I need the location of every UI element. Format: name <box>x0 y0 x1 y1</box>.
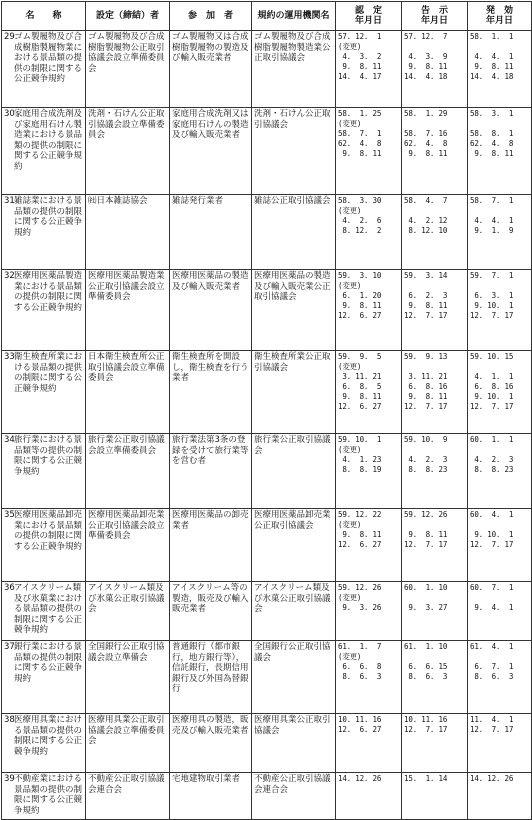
regulation-name-cell <box>2 195 86 270</box>
row-number: 29 <box>4 32 15 42</box>
approval-date-cell: 59. 10. 1 (変更) 4. 1. 23 8. 8. 19 <box>336 434 402 509</box>
regulation-name-cell <box>2 351 86 434</box>
header-operating-body: 規約の運用機関名 <box>252 2 336 31</box>
table-row <box>2 270 532 351</box>
established-by-cell: 医療用医薬品卸売業公正取引協議会設立準備委員会 <box>86 509 170 582</box>
approval-date-cell: 59. 3. 10 (変更) 6. 1. 20 9. 8. 11 12. 6. 27 <box>336 270 402 351</box>
header-participants: 参 加 者 <box>170 2 252 31</box>
regulation-name-cell <box>2 108 86 195</box>
participants-cell: 普通銀行（都市銀行，地方銀行等），信託銀行，長期信用銀行及び外国為替銀行 <box>170 641 252 714</box>
operating-body-cell: アイスクリーム類及び氷菓公正取引協議会 <box>252 582 336 641</box>
effective-date-cell: 61. 4. 1 6. 7. 1 8. 6. 3 <box>468 641 532 714</box>
row-number: 37 <box>4 642 15 652</box>
participants-cell: ゴム製履物又は合成樹脂製履物の製造及び輸入販売業者 <box>170 31 252 108</box>
regulation-name-cell <box>2 270 86 351</box>
notice-date-cell: 59. 12. 26 9. 8. 11 12. 7. 17 <box>402 509 468 582</box>
regulation-name: 医療用医薬品卸売業における景品類の提供の制限に関する公正競争規約 <box>14 510 83 552</box>
participants-cell: アイスクリーム等の製造，販売及び輸入販売業者 <box>170 582 252 641</box>
regulations-table <box>1 1 532 820</box>
table-row <box>2 509 532 582</box>
operating-body-cell: 全国銀行公正取引協議会 <box>252 641 336 714</box>
notice-date-cell: 58. 1. 29 58. 7. 16 62. 4. 8 9. 8. 11 <box>402 108 468 195</box>
table-row <box>2 434 532 509</box>
row-number: 38 <box>4 715 15 725</box>
regulation-name: 衛生検査所業における景品類の提供の制限に関する公正競争規約 <box>14 352 83 394</box>
notice-date-cell: 60. 1. 10 9. 3. 27 <box>402 582 468 641</box>
regulation-name: 医療用医薬品製造業における景品類の提供の制限に関する公正競争規約 <box>14 271 83 313</box>
established-by-cell: ゴム製履物及び合成樹脂製履物公正取引協議会設立準備委員会 <box>86 31 170 108</box>
effective-date-cell: 58. 3. 1 58. 8. 1 62. 4. 8 9. 8. 11 <box>468 108 532 195</box>
regulation-name: 雑誌業における景品類の提供の制限に関する公正競争規約 <box>14 196 83 238</box>
approval-date-cell: 58. 1. 25 (変更) 58. 7. 1 62. 4. 8 9. 8. 11 <box>336 108 402 195</box>
established-by-cell: 医療用具業公正取引協議会設立準備委員会 <box>86 714 170 773</box>
regulation-name: アイスクリーム類及び氷菓業における景品類の提供の制限に関する公正競争規約 <box>14 583 83 635</box>
operating-body-cell: 衛生検査所業公正取引協議会 <box>252 351 336 434</box>
approval-date-cell: 59. 12. 26 (変更) 9. 3. 26 <box>336 582 402 641</box>
operating-body-cell: 医療用医薬品の製造及び輸入販売業公正取引協議会 <box>252 270 336 351</box>
approval-date-cell: 59. 9. 5 (変更) 3. 11. 21 6. 8. 5 9. 8. 11 12. 6. 27 <box>336 351 402 434</box>
regulation-name-cell <box>2 714 86 773</box>
operating-body-cell: 不動産公正取引協議会連合会 <box>252 773 336 820</box>
effective-date-cell: 60. 7. 1 9. 4. 1 <box>468 582 532 641</box>
approval-date-cell: 61. 1. 7 (変更) 6. 6. 8 8. 6. 3 <box>336 641 402 714</box>
established-by-cell: 日本衛生検査所公正取引協議会設立準備委員会 <box>86 351 170 434</box>
regulation-name-cell <box>2 31 86 108</box>
regulation-name: ゴム製履物及び合成樹脂製履物業における景品類の提供の制限に関する公正競争規約 <box>14 32 83 84</box>
table-row <box>2 714 532 773</box>
effective-date-cell: 58. 1. 1 4. 4. 1 9. 8. 11 14. 4. 18 <box>468 31 532 108</box>
established-by-cell: アイスクリーム類及び氷菓公正取引協議会 <box>86 582 170 641</box>
table-row <box>2 351 532 434</box>
operating-body-cell: 医療用医薬品卸売業公正取引協議会 <box>252 509 336 582</box>
regulation-name: 医療用具業における景品類の提供の制限に関する公正競争規約 <box>14 715 83 757</box>
row-number: 33 <box>4 352 15 362</box>
operating-body-cell: 旅行業公正取引協議会 <box>252 434 336 509</box>
effective-date-cell: 11. 4. 1 12. 7. 17 <box>468 714 532 773</box>
header-effective-date: 発 効 年月日 <box>468 2 532 31</box>
approval-date-cell: 14. 12. 26 <box>336 773 402 820</box>
regulation-name-cell <box>2 582 86 641</box>
effective-date-cell: 14. 12. 26 <box>468 773 532 820</box>
table-row <box>2 641 532 714</box>
notice-date-cell: 15. 1. 14 <box>402 773 468 820</box>
effective-date-cell: 60. 4. 1 9. 10. 1 12. 7. 17 <box>468 509 532 582</box>
header-notice-date: 告 示 年月日 <box>402 2 468 31</box>
row-number: 36 <box>4 583 15 593</box>
effective-date-cell: 58. 7. 1 4. 4. 1 9. 1. 9 <box>468 195 532 270</box>
notice-date-cell: 59. 9. 13 3. 11. 21 6. 8. 16 9. 8. 11 12. 7. 17 <box>402 351 468 434</box>
approval-date-cell: 58. 3. 30 (変更) 4. 2. 6 8. 12. 2 <box>336 195 402 270</box>
approval-date-cell: 10. 11. 16 12. 6. 27 <box>336 714 402 773</box>
row-number: 31 <box>4 196 15 206</box>
participants-cell: 宅地建物取引業者 <box>170 773 252 820</box>
participants-cell: 医療用具の製造，販売及び輸入販売業者 <box>170 714 252 773</box>
table-row <box>2 195 532 270</box>
participants-cell: 雑誌発行業者 <box>170 195 252 270</box>
row-number: 39 <box>4 774 15 784</box>
table-row <box>2 773 532 820</box>
operating-body-cell: 洗剤・石けん公正取引協議会 <box>252 108 336 195</box>
header-approval-date: 認 定 年月日 <box>336 2 402 31</box>
row-number: 32 <box>4 271 15 281</box>
effective-date-cell: 59. 7. 1 6. 3. 1 9. 10. 1 12. 7. 17 <box>468 270 532 351</box>
established-by-cell: 全国銀行公正取引協議会設立準備会 <box>86 641 170 714</box>
regulation-name-cell <box>2 509 86 582</box>
table-row <box>2 108 532 195</box>
established-by-cell: 医療用医薬品製造業公正取引協議会設立準備委員会 <box>86 270 170 351</box>
header-established-by: 設定（締結）者 <box>86 2 170 31</box>
participants-cell: 衛生検査所を開設し，衛生検査を行う業者 <box>170 351 252 434</box>
notice-date-cell: 58. 4. 7 4. 2. 12 8. 12. 10 <box>402 195 468 270</box>
regulation-name: 銀行業における景品類の提供の制限に関する公正競争規約 <box>14 642 83 684</box>
approval-date-cell: 59. 12. 22 (変更) 9. 8. 11 12. 6. 27 <box>336 509 402 582</box>
notice-date-cell: 59. 3. 14 6. 2. 3 9. 8. 11 12. 7. 17 <box>402 270 468 351</box>
regulation-name: 不動産業における景品類の提供の制限に関する公正競争規約 <box>14 774 83 816</box>
row-number: 35 <box>4 510 15 520</box>
table-row <box>2 582 532 641</box>
notice-date-cell: 10. 11. 16 12. 7. 17 <box>402 714 468 773</box>
regulation-name: 家庭用合成洗剤及び家庭用石けん製造業における景品類の提供の制限に関する公正競争規約 <box>14 109 83 172</box>
established-by-cell: 旅行業公正取引協議会設立準備委員会 <box>86 434 170 509</box>
participants-cell: 家庭用合成洗剤又は家庭用石けんの製造及び輸入販売業者 <box>170 108 252 195</box>
participants-cell: 医療用医薬品の卸売業者 <box>170 509 252 582</box>
header-row <box>2 2 532 31</box>
operating-body-cell: 医療用具業公正取引協議会 <box>252 714 336 773</box>
established-by-cell: 不動産公正取引協議会連合会 <box>86 773 170 820</box>
effective-date-cell: 59. 10. 15 4. 1. 1 6. 8. 16 9. 10. 1 12. 7. 17 <box>468 351 532 434</box>
established-by-cell: 洗剤・石けん公正取引協議会設立準備委員会 <box>86 108 170 195</box>
operating-body-cell: ゴム製履物及び合成樹脂製履物製造業公正取引協議会 <box>252 31 336 108</box>
operating-body-cell: 雑誌公正取引協議会 <box>252 195 336 270</box>
notice-date-cell: 57. 12. 7 4. 3. 9 9. 8. 11 14. 4. 18 <box>402 31 468 108</box>
table-row <box>2 31 532 108</box>
regulation-name: 旅行業における景品類等の提供の制限に関する公正競争規約 <box>14 435 83 477</box>
header-name: 名 称 <box>2 2 86 31</box>
participants-cell: 医療用医薬品の製造及び輸入販売業者 <box>170 270 252 351</box>
row-number: 30 <box>4 109 15 119</box>
approval-date-cell: 57. 12. 1 (変更) 4. 3. 2 9. 8. 11 14. 4. 17 <box>336 31 402 108</box>
row-number: 34 <box>4 435 15 445</box>
notice-date-cell: 61. 1. 10 6. 6. 15 8. 6. 3 <box>402 641 468 714</box>
regulation-name-cell <box>2 641 86 714</box>
regulation-name-cell <box>2 434 86 509</box>
participants-cell: 旅行業法第3条の登録を受けて旅行業等を営む者 <box>170 434 252 509</box>
effective-date-cell: 60. 1. 1 4. 2. 3 8. 8. 23 <box>468 434 532 509</box>
notice-date-cell: 59. 10. 9 4. 2. 3 8. 8. 23 <box>402 434 468 509</box>
regulation-name-cell <box>2 773 86 820</box>
established-by-cell: ㈳日本雑誌協会 <box>86 195 170 270</box>
